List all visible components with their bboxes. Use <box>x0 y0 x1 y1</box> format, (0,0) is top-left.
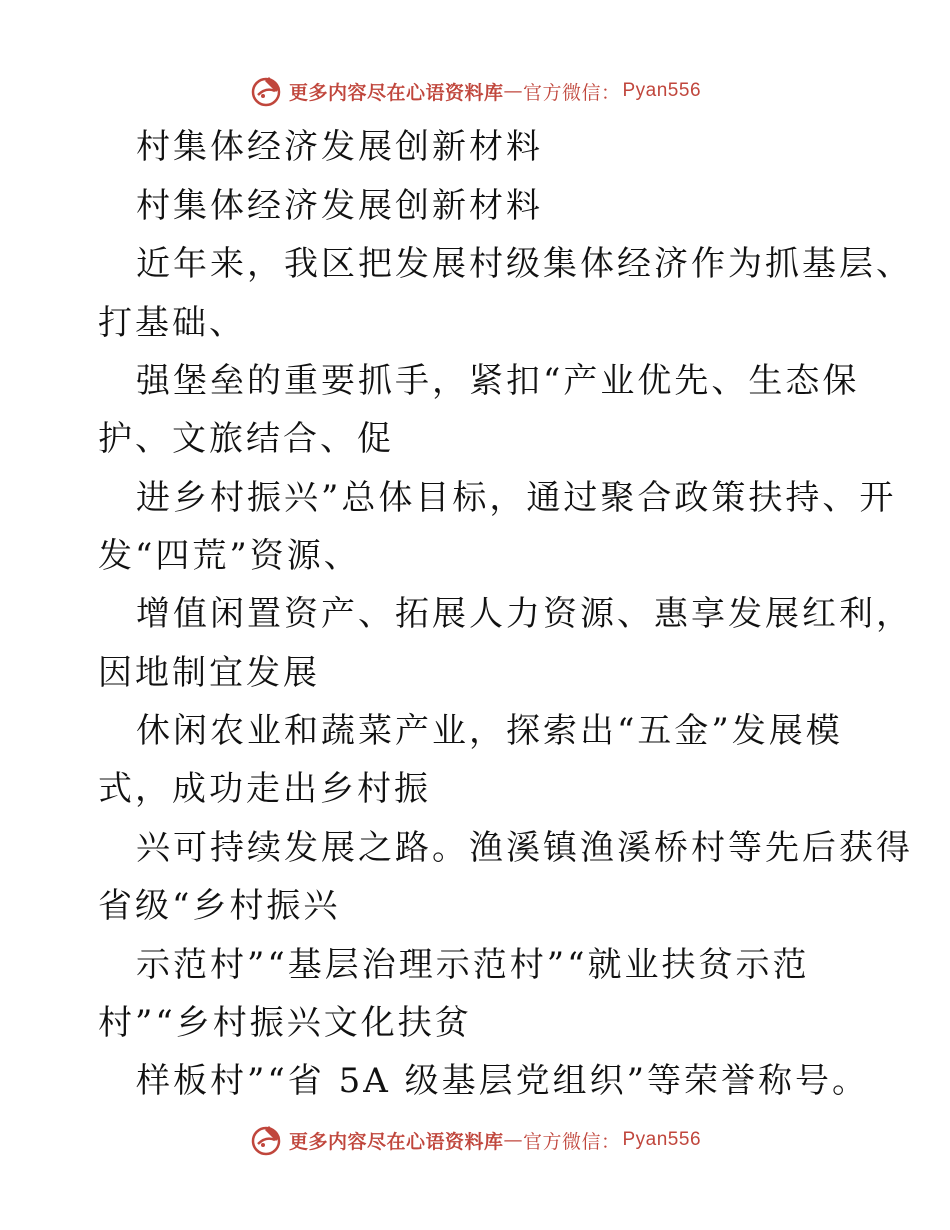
paragraph-line: 打基础、 <box>98 303 246 343</box>
paragraph-line: 进乡村振兴”总体目标，通过聚合政策扶持、开 <box>136 478 897 518</box>
paragraph-line: 省级“乡村振兴 <box>98 886 341 926</box>
watermark-label: 官方微信： <box>522 1130 621 1153</box>
watermark-wechat-id: Pyan556 <box>622 80 702 101</box>
paragraph-line: 增值闲置资产、拓展人力资源、惠享发展红利， <box>136 594 913 634</box>
watermark-label: 官方微信： <box>522 81 621 104</box>
paragraph-line: 兴可持续发展之路。渔溪镇渔溪桥村等先后获得 <box>136 828 913 868</box>
watermark-dash: — <box>503 80 523 102</box>
paragraph-line: 强堡垒的重要抓手，紧扣“产业优先、生态保 <box>136 361 860 401</box>
paragraph-line: 因地制宜发展 <box>98 653 320 693</box>
paragraph-line: 发“四荒”资源、 <box>98 536 361 576</box>
doc-title-line: 村集体经济发展创新材料 <box>136 127 543 167</box>
pen-logo-icon <box>249 73 285 109</box>
paragraph-line: 休闲农业和蔬菜产业，探索出“五金”发展模 <box>136 711 843 751</box>
footer-watermark <box>0 1120 950 1160</box>
watermark-wechat-id: Pyan556 <box>622 1129 702 1150</box>
paragraph-line: 式，成功走出乡村振 <box>98 769 431 809</box>
doc-title-line: 村集体经济发展创新材料 <box>136 186 543 226</box>
watermark-dash: — <box>503 1129 523 1151</box>
paragraph-line: 近年来，我区把发展村级集体经济作为抓基层、 <box>136 244 913 284</box>
paragraph-line: 村”“乡村振兴文化扶贫 <box>98 1003 472 1043</box>
watermark-site-text: 更多内容尽在心语资料库 <box>288 81 504 104</box>
paragraph-line: 示范村”“基层治理示范村”“就业扶贫示范 <box>136 945 810 985</box>
paragraph-line: 护、文旅结合、促 <box>98 419 394 459</box>
paragraph-line: 样板村”“省 5A 级基层党组织”等荣誉称号。 <box>136 1061 869 1101</box>
watermark-site-text: 更多内容尽在心语资料库 <box>288 1130 504 1153</box>
pen-logo-icon <box>249 1122 285 1158</box>
header-watermark <box>0 71 950 111</box>
